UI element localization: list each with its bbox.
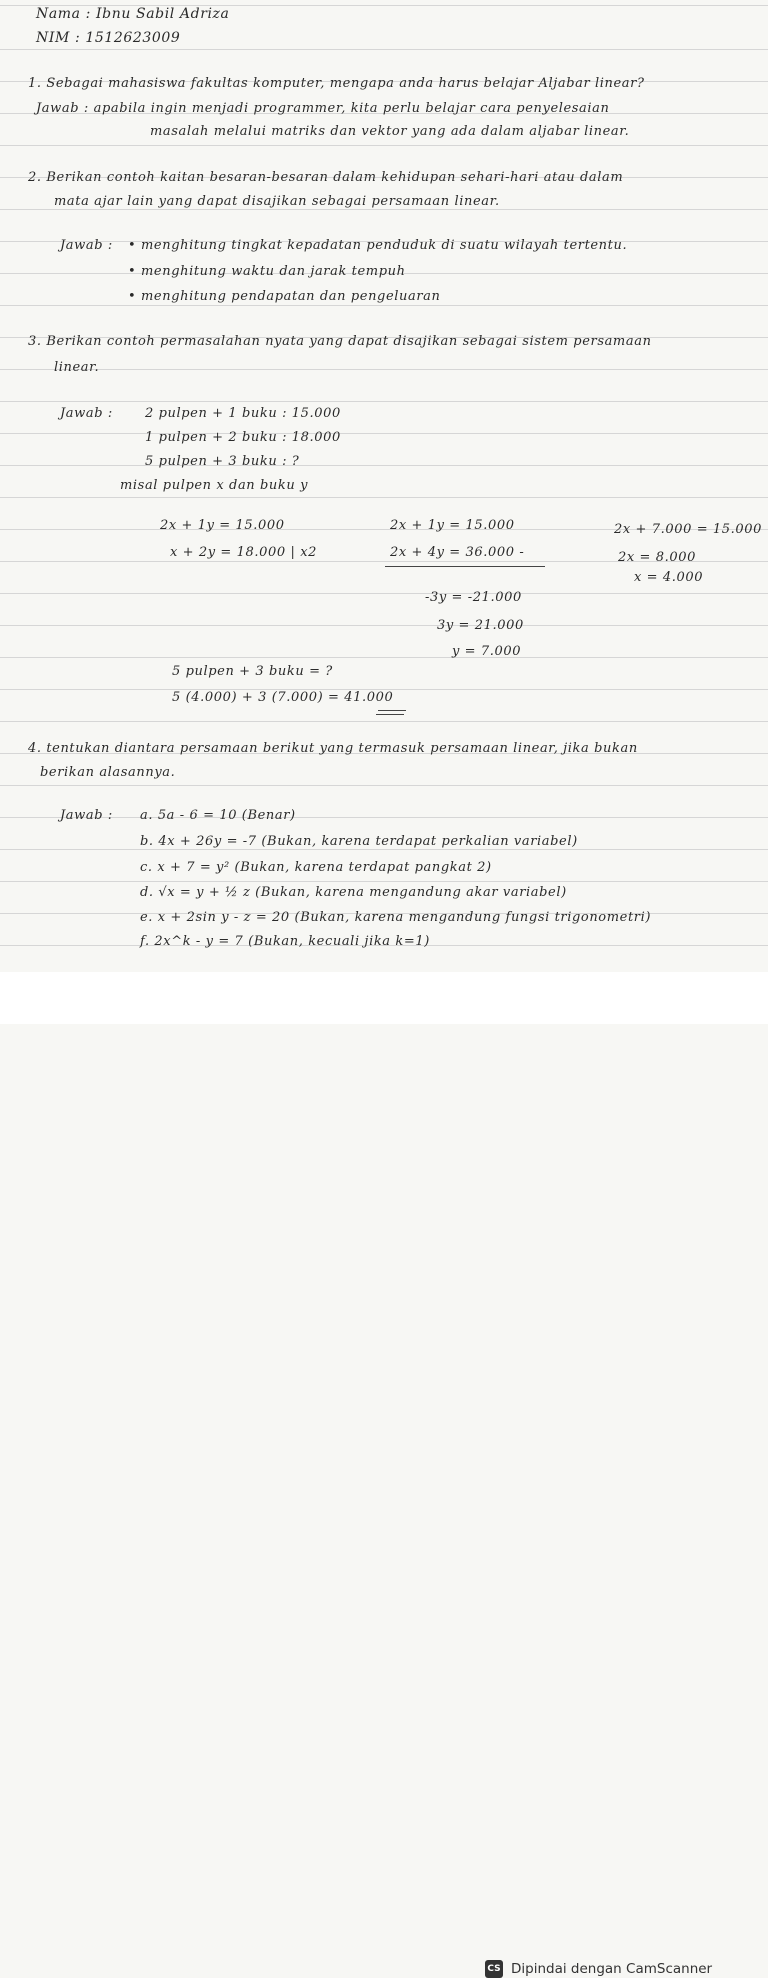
q3-work-mid: -3y = -21.000 xyxy=(425,590,522,605)
q1-answer-2: masalah melalui matriks dan vektor yang ada dalam aljabar linear. xyxy=(150,124,630,139)
scanner-footer xyxy=(0,972,768,1977)
q3-given: 2 pulpen + 1 buku : 15.000 xyxy=(145,406,341,421)
q3-work-mid: 3y = 21.000 xyxy=(437,618,524,633)
notebook-page xyxy=(0,0,768,972)
camscanner-text: Dipindai dengan CamScanner xyxy=(511,1961,713,1977)
q2-answer-label: Jawab : xyxy=(60,238,113,253)
q2-answer-item: • menghitung pendapatan dan pengeluaran xyxy=(128,289,441,304)
q2-question-2: mata ajar lain yang dapat disajikan sebagai persamaan linear. xyxy=(54,194,500,209)
q2-question-1: 2. Berikan contoh kaitan besaran-besaran dalam kehidupan sehari-hari atau dalam xyxy=(28,170,624,185)
q3-work-right: x = 4.000 xyxy=(634,570,704,585)
answer-underline xyxy=(378,710,406,711)
answer-underline xyxy=(376,714,404,715)
q4-question-1: 4. tentukan diantara persamaan berikut yang termasuk persamaan linear, jika bukan xyxy=(28,741,638,756)
q1-question: 1. Sebagai mahasiswa fakultas komputer, mengapa anda harus belajar Aljabar linear? xyxy=(28,76,645,91)
camscanner-watermark xyxy=(485,1960,712,1978)
q3-work-mid: 2x + 1y = 15.000 xyxy=(390,518,515,533)
q4-answer-item: f. 2x^k - y = 7 (Bukan, kecuali jika k=1) xyxy=(140,934,430,949)
q3-work-right: 2x + 7.000 = 15.000 xyxy=(614,522,763,537)
q3-final-1: 5 pulpen + 3 buku = ? xyxy=(172,664,333,679)
q2-answer-item: • menghitung waktu dan jarak tempuh xyxy=(128,264,406,279)
q3-question-1: 3. Berikan contoh permasalahan nyata yang dapat disajikan sebagai sistem persamaan xyxy=(28,334,652,349)
q4-answer-item: c. x + 7 = y² (Bukan, karena terdapat pangkat 2) xyxy=(140,860,492,875)
q3-misal: misal pulpen x dan buku y xyxy=(120,478,309,493)
subtraction-line xyxy=(385,566,545,567)
q3-work-left: 2x + 1y = 15.000 xyxy=(160,518,285,533)
q4-answer-item: d. √x = y + ½ z (Bukan, karena mengandung akar variabel) xyxy=(140,885,567,900)
q3-answer-label: Jawab : xyxy=(60,406,113,421)
camscanner-logo-icon: CS xyxy=(485,1960,503,1978)
q4-answer-item: a. 5a - 6 = 10 (Benar) xyxy=(140,808,296,823)
q3-question-2: linear. xyxy=(54,360,100,375)
q3-final-2: 5 (4.000) + 3 (7.000) = 41.000 xyxy=(172,690,394,705)
q3-given: 1 pulpen + 2 buku : 18.000 xyxy=(145,430,341,445)
student-nim: NIM : 1512623009 xyxy=(36,30,181,46)
q4-answer-item: e. x + 2sin y - z = 20 (Bukan, karena mengandung fungsi trigonometri) xyxy=(140,910,652,925)
q4-answer-item: b. 4x + 26y = -7 (Bukan, karena terdapat perkalian variabel) xyxy=(140,834,578,849)
q3-work-mid: y = 7.000 xyxy=(452,644,522,659)
q1-answer-1: Jawab : apabila ingin menjadi programmer, kita perlu belajar cara penyelesaian xyxy=(36,101,610,116)
q2-answer-item: • menghitung tingkat kepadatan penduduk di suatu wilayah tertentu. xyxy=(128,238,628,253)
q3-work-left: x + 2y = 18.000 | x2 xyxy=(170,545,317,560)
student-name: Nama : Ibnu Sabil Adriza xyxy=(36,6,230,22)
q4-question-2: berikan alasannya. xyxy=(40,765,176,780)
q3-given: 5 pulpen + 3 buku : ? xyxy=(145,454,300,469)
q4-answer-label: Jawab : xyxy=(60,808,113,823)
q3-work-right: 2x = 8.000 xyxy=(618,550,696,565)
q3-work-mid: 2x + 4y = 36.000 - xyxy=(390,545,525,560)
